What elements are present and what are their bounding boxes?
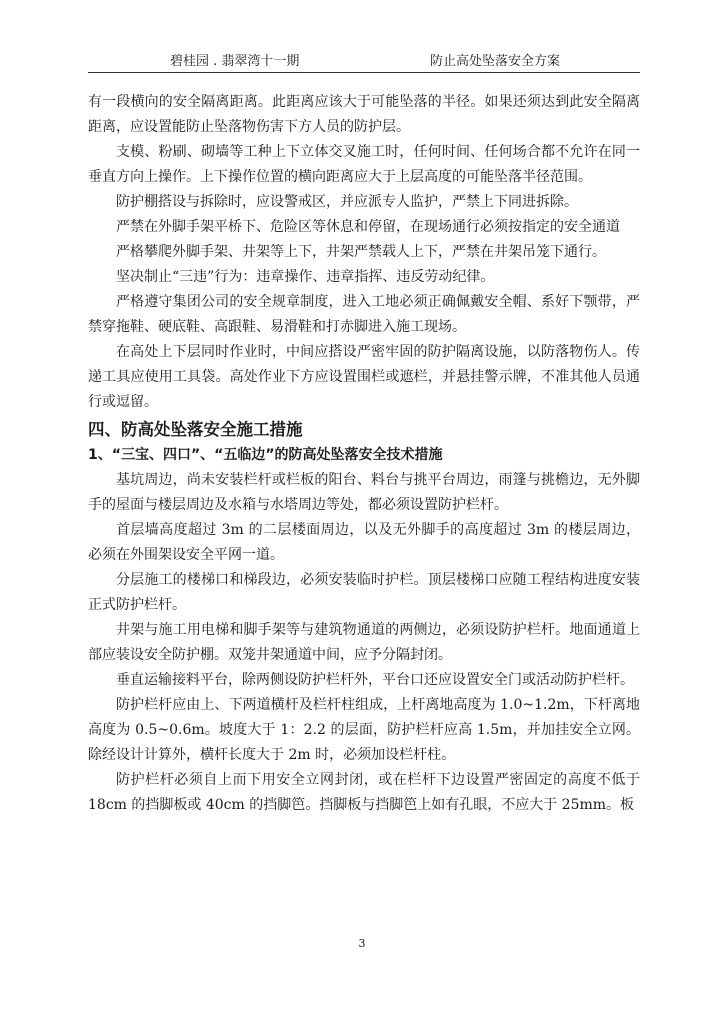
paragraph: 基坑周边，尚未安装栏杆或栏板的阳台、料台与挑平台周边，雨篷与挑檐边，无外脚手的屋面与楼层周边及水箱与水塔周边等处，都必须设置防护栏杆。 xyxy=(88,472,640,513)
paragraph: 防护棚搭设与拆除时，应设警戒区，并应派专人监护，严禁上下同进拆除。 xyxy=(116,194,578,210)
paragraph: 支模、粉刷、砌墙等工种上下立体交叉施工时，任何时间、任何场合都不允许在同一垂直方向上操作。上下操作位置的横向距离应大于上层高度的可能坠落半径范围。 xyxy=(88,144,640,185)
page-header xyxy=(88,48,640,73)
subsection-heading: 1、“三宝、四口”、“五临边”的防高处坠落安全技术措施 xyxy=(88,447,443,463)
paragraph: 防护栏杆应由上、下两道横杆及栏杆柱组成，上杆离地高度为 1.0~1.2m，下杆离地高度为 0.5~0.6m。坡度大于 1：2.2 的层面，防护栏杆应高 1.5m，并加挂安全立网。除经设计计算外，横杆长度大于 2m 时，必须加设栏杆柱。 xyxy=(88,697,640,763)
header-document-title: 防止高处坠落安全方案 xyxy=(430,54,561,69)
paragraph: 坚决制止“三违”行为：违章操作、违章指挥、违反劳动纪律。 xyxy=(116,269,495,285)
paragraph: 防护栏杆必须自上而下用安全立网封闭，或在栏杆下边设置严密固定的高度不低于 18cm 的挡脚板或 40cm 的挡脚笆。挡脚板与挡脚笆上如有孔眼，不应大于 25mm。板 xyxy=(88,772,640,813)
paragraph: 严格攀爬外脚手架、井架等上下，井架严禁载人上下，严禁在井架吊笼下通行。 xyxy=(116,244,606,260)
paragraph: 严禁在外脚手架平桥下、危险区等休息和停留，在现场通行必须按指定的安全通道 xyxy=(116,219,620,235)
paragraph: 在高处上下层同时作业时，中间应搭设严密牢固的防护隔离设施，以防落物伤人。传递工具应使用工具袋。高处作业下方应设置围栏或遮栏，并悬挂警示牌，不准其他人员通行或逗留。 xyxy=(88,344,640,410)
paragraph: 垂直运输接料平台，除两侧设防护栏杆外，平台口还应设置安全门或活动防护栏杆。 xyxy=(116,672,634,688)
paragraph: 分层施工的楼梯口和梯段边，必须安装临时护栏。顶层楼梯口应随工程结构进度安装正式防护栏杆。 xyxy=(88,572,640,613)
section-heading: 四、防高处坠落安全施工措施 xyxy=(88,420,303,439)
page-number: 3 xyxy=(358,937,366,950)
paragraph: 有一段横向的安全隔离距离。此距离应该大于可能坠落的半径。如果还须达到此安全隔离距离，应设置能防止坠落物伤害下方人员的防护层。 xyxy=(88,94,640,135)
paragraph: 井架与施工用电梯和脚手架等与建筑物通道的两侧边，必须设防护栏杆。地面通道上部应装设安全防护棚。双笼井架通道中间，应予分隔封闭。 xyxy=(88,622,640,663)
paragraph: 严格遵守集团公司的安全规章制度，进入工地必须正确佩戴安全帽、系好下颚带，严禁穿拖鞋、硬底鞋、高跟鞋、易滑鞋和打赤脚进入施工现场。 xyxy=(88,294,640,335)
document-body xyxy=(88,90,640,818)
header-project-name: 碧桂园 . 翡翠湾十一期 xyxy=(170,54,300,69)
paragraph: 首层墙高度超过 3m 的二层楼面周边，以及无外脚手的高度超过 3m 的楼层周边，必须在外围架设安全平网一道。 xyxy=(88,522,640,563)
